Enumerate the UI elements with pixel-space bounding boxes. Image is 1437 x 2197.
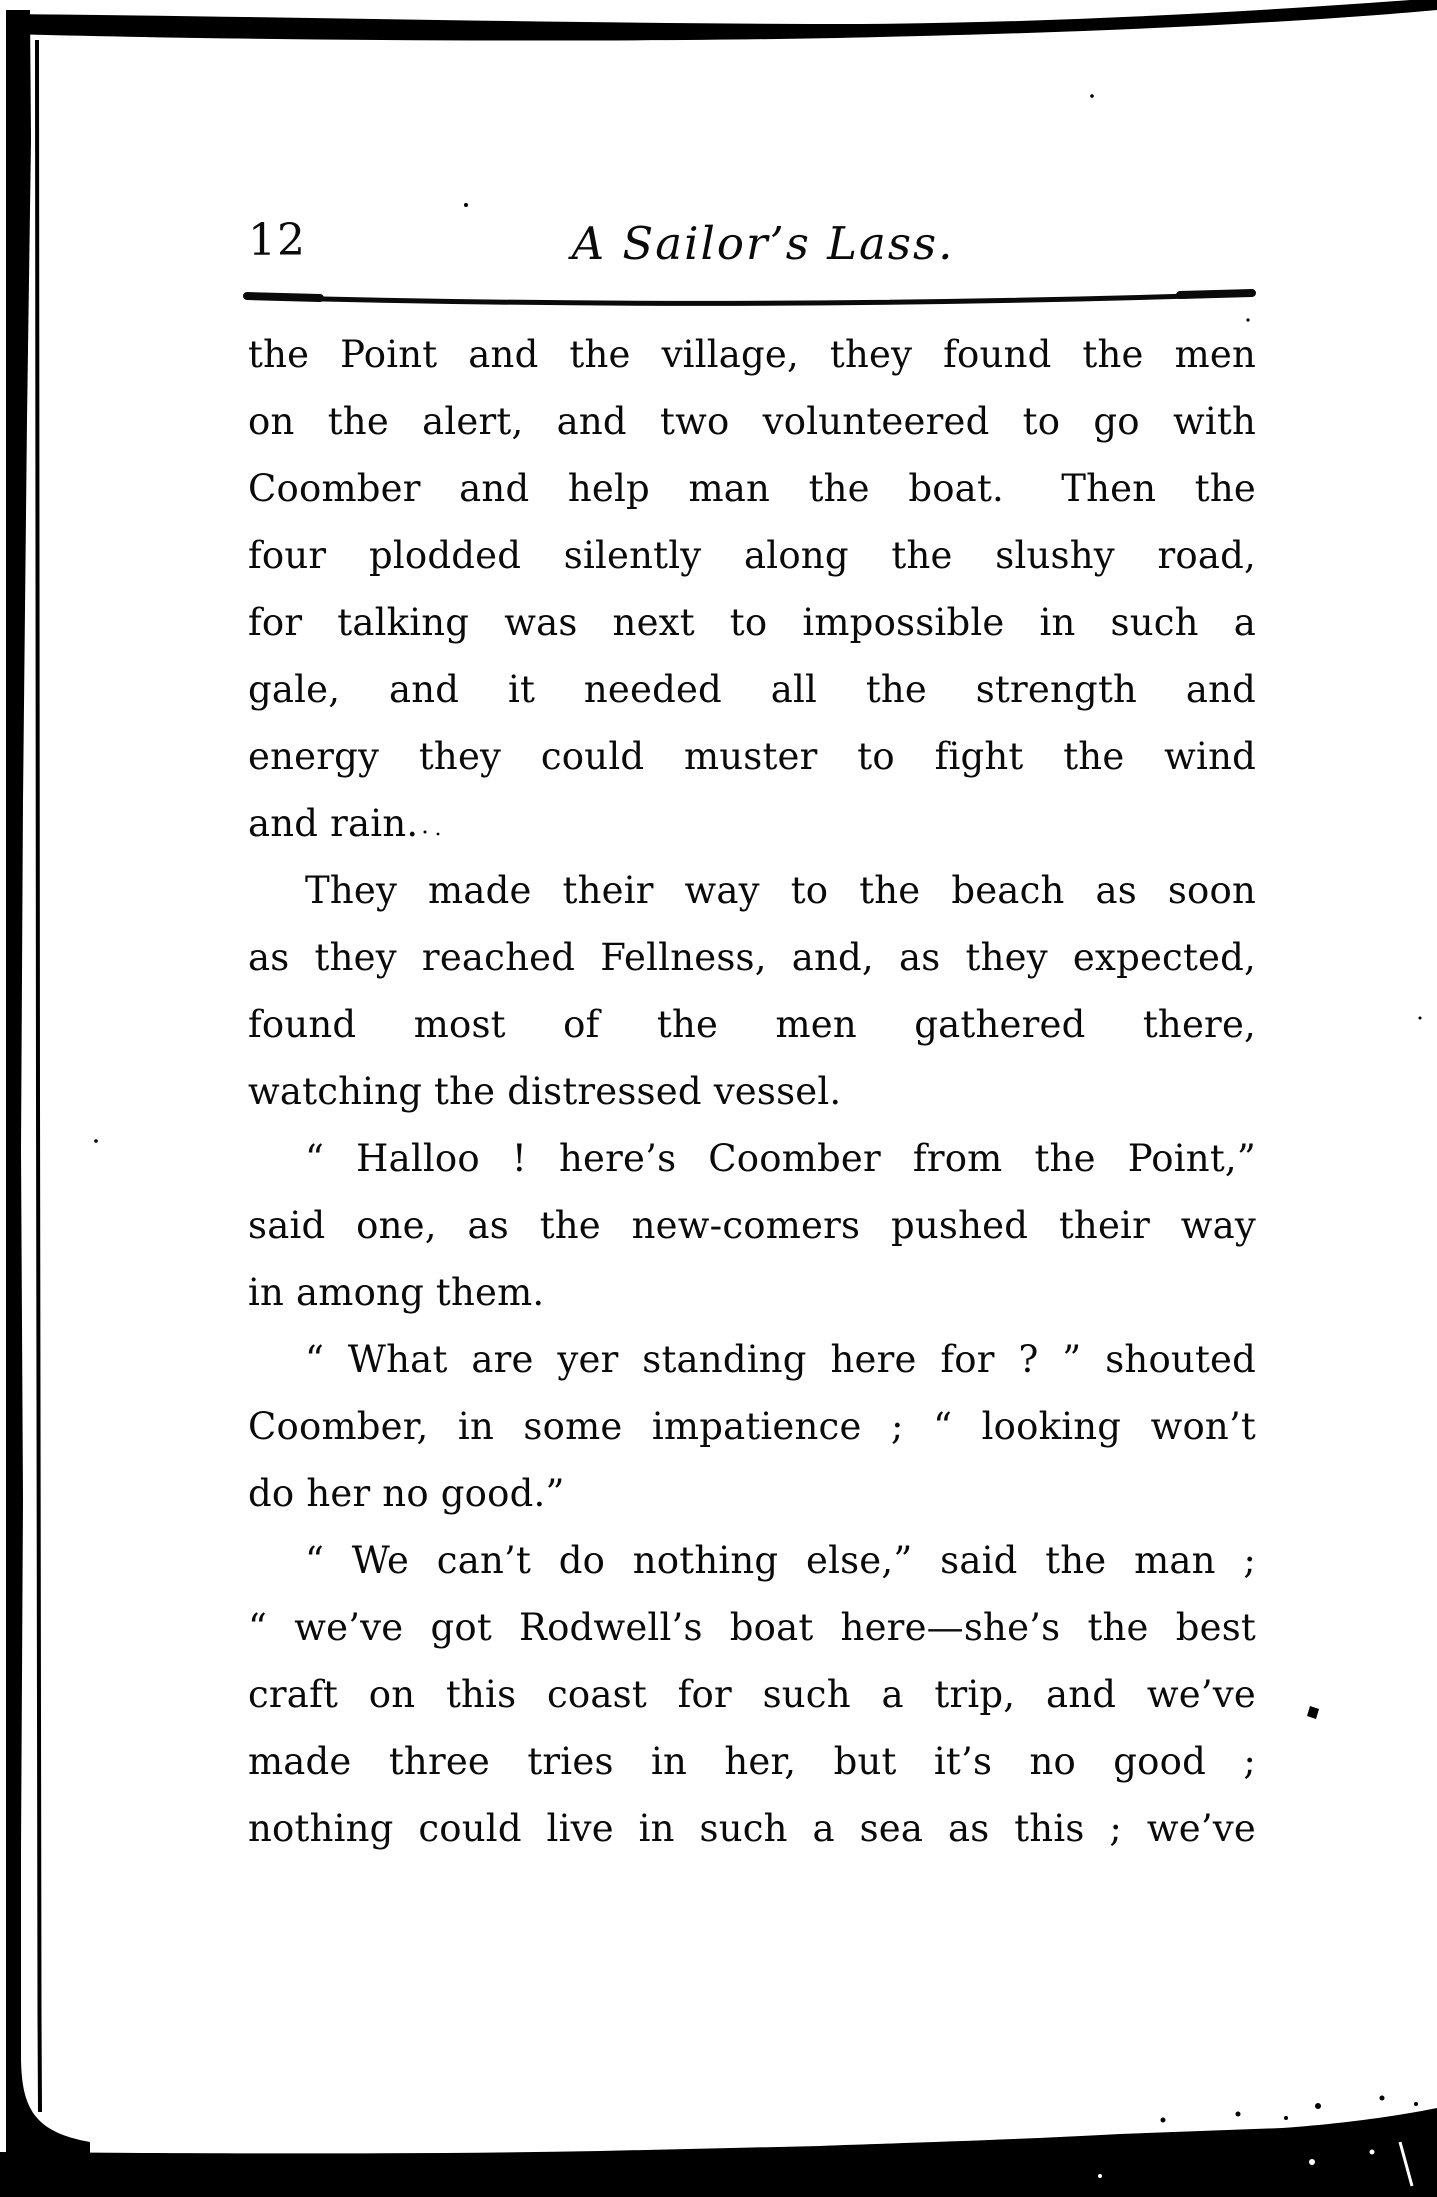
text-line: and rain. bbox=[248, 802, 419, 845]
text-line: on the alert, and two volunteered to go with bbox=[248, 400, 1256, 443]
header-rule-end-right bbox=[1180, 293, 1252, 295]
scan-speck bbox=[1161, 2118, 1166, 2123]
text-line: as they reached Fellness, and, as they expected, bbox=[248, 936, 1256, 979]
scan-speck bbox=[464, 203, 468, 207]
text-line: “ Halloo ! here’s Coomber from the Point,” bbox=[305, 1137, 1256, 1180]
scan-speck bbox=[1419, 1017, 1422, 1020]
text-line: craft on this coast for such a trip, and we’ve bbox=[248, 1673, 1256, 1716]
scan-speck bbox=[1284, 2116, 1288, 2120]
header-rule bbox=[246, 294, 1253, 303]
text-line: found most of the men gathered there, bbox=[248, 1003, 1256, 1046]
text-line: four plodded silently along the slushy road, bbox=[248, 534, 1256, 577]
text-line: “ we’ve got Rodwell’s boat here—she’s the best bbox=[248, 1606, 1256, 1649]
top-scan-bar bbox=[8, 0, 1437, 41]
text-line: watching the distressed vessel. bbox=[248, 1070, 842, 1113]
scan-speck-mark bbox=[1307, 1706, 1319, 1719]
text-line: do her no good.” bbox=[248, 1472, 565, 1515]
scan-fleck bbox=[1098, 2174, 1102, 2178]
scan-speck bbox=[1380, 2096, 1385, 2101]
text-line: said one, as the new-comers pushed their way bbox=[248, 1204, 1256, 1247]
text-line: the Point and the village, they found the men bbox=[248, 333, 1256, 376]
page-number: 12 bbox=[248, 215, 306, 266]
scan-fleck bbox=[1309, 2159, 1315, 2165]
left-scan-line bbox=[37, 40, 40, 2112]
bottom-scan-bar bbox=[0, 2108, 1437, 2197]
text-line: “ We can’t do nothing else,” said the man ; bbox=[305, 1539, 1256, 1582]
text-line: They made their way to the beach as soon bbox=[305, 869, 1256, 912]
scan-speck bbox=[1090, 94, 1094, 98]
text-line: for talking was next to impossible in such a bbox=[248, 601, 1256, 644]
scan-speck bbox=[1414, 2102, 1418, 2106]
left-scan-edge bbox=[6, 10, 90, 2158]
text-line: Coomber, in some impatience ; “ looking won’t bbox=[248, 1405, 1256, 1448]
text-line: in among them. bbox=[248, 1271, 545, 1314]
text-line: energy they could muster to fight the wind bbox=[248, 735, 1256, 778]
header-rule-end-left bbox=[247, 296, 320, 298]
text-line: “ What are yer standing here for ? ” shouted bbox=[305, 1338, 1256, 1381]
text-line: gale, and it needed all the strength and bbox=[248, 668, 1256, 711]
text-line: Coomber and help man the boat. Then the bbox=[248, 467, 1256, 510]
scan-fleck bbox=[1370, 2150, 1375, 2155]
running-title-wrap bbox=[248, 215, 1256, 270]
text-line: nothing could live in such a sea as this ; we’ve bbox=[248, 1807, 1256, 1850]
scan-speck bbox=[1236, 2112, 1241, 2117]
scan-fleck-slash bbox=[1400, 2142, 1412, 2186]
scan-speck bbox=[1315, 2103, 1321, 2109]
body-text bbox=[248, 321, 1256, 1862]
running-title: A Sailor’s Lass. bbox=[571, 217, 955, 270]
text-line: made three tries in her, but it’s no good ; bbox=[248, 1740, 1256, 1783]
scan-speck bbox=[94, 1139, 98, 1143]
